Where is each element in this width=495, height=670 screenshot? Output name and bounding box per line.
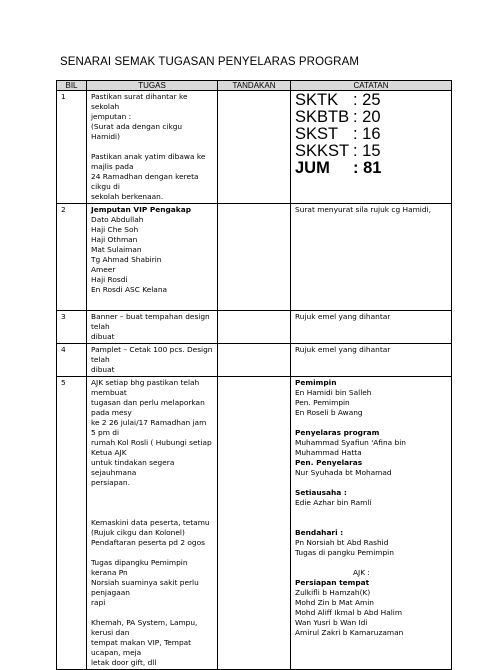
note-cell: Rujuk emel yang dihantar: [291, 344, 452, 377]
vip-name: Haji Rosdi: [91, 275, 128, 284]
table-row: [57, 377, 452, 670]
count-code: SKBTB: [295, 108, 350, 126]
vip-name: Tg Ahmad Shabirin: [91, 255, 162, 264]
count-value: : 25: [353, 91, 381, 109]
table-row: [57, 311, 452, 344]
row-number: 2: [57, 204, 87, 311]
task-line: jemputan :: [91, 112, 132, 121]
role-heading: Pemimpin: [295, 378, 337, 387]
task-line: letak door gift, dll: [91, 658, 157, 667]
check-cell[interactable]: [218, 377, 291, 670]
count-line: [295, 92, 447, 109]
vip-name: Haji Othman: [91, 235, 138, 244]
task-line: (Surat ada dengan cikgu Hamidi): [91, 122, 183, 141]
note-cell: [291, 377, 452, 670]
task-line: Banner – buat tempahan design telah: [91, 312, 210, 331]
count-code: SKKST: [295, 142, 350, 160]
task-cell: [87, 204, 218, 311]
task-line: Kemaskini data peserta, tetamu: [91, 518, 210, 527]
task-line: untuk tindakan segera sejauhmana: [91, 458, 175, 477]
role-heading: Persiapan tempat: [295, 578, 370, 587]
task-line: Khemah, PA System, Lampu, kerusi dan: [91, 618, 198, 637]
role-heading: Bendahari :: [295, 528, 344, 537]
row-number: 3: [57, 311, 87, 344]
role-heading: Penyelaras program: [295, 428, 380, 437]
note-cell: Rujuk emel yang dihantar: [291, 311, 452, 344]
task-line: 24 Ramadhan dengan kereta cikgu di: [91, 172, 199, 191]
header-bil: BIL: [57, 81, 87, 91]
count-value: : 20: [353, 108, 381, 126]
task-line: dibuat: [91, 332, 115, 341]
count-line: [295, 109, 447, 126]
count-code: SKTK: [295, 91, 339, 109]
check-cell[interactable]: [218, 344, 291, 377]
count-value: : 15: [353, 142, 381, 160]
task-line: dibuat: [91, 365, 115, 374]
role-name: Wan Yusri b Wan Idi: [295, 618, 368, 627]
role-name: Mohd Aliff Ikmal b Abd Halim: [295, 608, 403, 617]
task-line: ke 2 26 julai/17 Ramadhan jam 5 pm di: [91, 418, 207, 437]
task-line: rumah Kol Rosli ( Hubungi setiap Ketua AJK: [91, 438, 212, 457]
ajk-label: AJK :: [353, 568, 370, 577]
role-name: Muhammad Hatta: [295, 448, 362, 457]
check-cell[interactable]: [218, 204, 291, 311]
note-cell: Surat menyurat sila rujuk cg Hamidi,: [291, 204, 452, 311]
task-line: Pendaftaran peserta pd 2 ogos: [91, 538, 205, 547]
task-line: Tugas dipangku Pemimpin kerana Pn: [91, 558, 188, 577]
note-cell: [291, 91, 452, 204]
count-line: [295, 143, 447, 160]
task-line: (Rujuk cikgu dan Kolonel): [91, 528, 185, 537]
task-line: AJK setiap bhg pastikan telah membuat: [91, 378, 200, 397]
task-line: Pastikan surat dihantar ke sekolah: [91, 92, 188, 111]
task-line: Norsiah suaminya sakit perlu penjagaan: [91, 578, 199, 597]
task-cell: [87, 311, 218, 344]
row-number: 5: [57, 377, 87, 670]
count-code: JUM: [295, 159, 330, 177]
task-line: rapi: [91, 598, 106, 607]
table-row: [57, 344, 452, 377]
task-cell: [87, 344, 218, 377]
role-name: Pen. Pemimpin: [295, 398, 350, 407]
task-line: Pamplet – Cetak 100 pcs. Design telah: [91, 345, 213, 364]
count-code: SKST: [295, 125, 339, 143]
task-line: persiapan.: [91, 478, 130, 487]
task-cell: [87, 377, 218, 670]
role-name: Nur Syuhada bt Mohamad: [295, 468, 392, 477]
count-line: [295, 126, 447, 143]
count-total-line: [295, 160, 447, 177]
role-name: En Hamidi bin Salleh: [295, 388, 372, 397]
check-cell[interactable]: [218, 311, 291, 344]
vip-name: Mat Sulaiman: [91, 245, 142, 254]
row-number: 4: [57, 344, 87, 377]
check-cell[interactable]: [218, 91, 291, 204]
role-heading: Pen. Penyelaras: [295, 458, 363, 467]
role-name: Mohd Zin b Mat Amin: [295, 598, 374, 607]
role-name: Tugas di pangku Pemimpin: [295, 548, 394, 557]
task-line: tempat makan VIP, Tempat ucapan, meja: [91, 638, 192, 657]
document-title: SENARAI SEMAK TUGASAN PENYELARAS PROGRAM: [60, 56, 360, 68]
header-catatan: CATATAN: [291, 81, 452, 91]
header-tugas: TUGAS: [87, 81, 218, 91]
role-heading: Setiausaha :: [295, 488, 347, 497]
table-row: [57, 91, 452, 204]
task-line: sekolah berkenaan.: [91, 192, 164, 201]
task-line: Pastikan anak yatim dibawa ke majlis pada: [91, 152, 206, 171]
role-name: En Roseli b Awang: [295, 408, 363, 417]
header-tandakan: TANDAKAN: [218, 81, 291, 91]
table-header-row: [57, 81, 452, 91]
role-name: Muhammad Syafiun 'Afina bin: [295, 438, 406, 447]
vip-name: Haji Che Soh: [91, 225, 139, 234]
count-value: : 81: [353, 159, 382, 177]
role-name: Pn Norsiah bt Abd Rashid: [295, 538, 389, 547]
vip-name: Ameer: [91, 265, 116, 274]
table-row: [57, 204, 452, 311]
vip-name: En Rosdi ASC Kelana: [91, 285, 168, 294]
vip-name: Dato Abdullah: [91, 215, 144, 224]
count-value: : 16: [353, 125, 381, 143]
task-cell: [87, 91, 218, 204]
row-number: 1: [57, 91, 87, 204]
role-name: Zulkifli b Hamzah(K): [295, 588, 371, 597]
task-heading: Jemputan VIP Pengakap: [91, 205, 191, 214]
checklist-table: [56, 80, 452, 670]
role-name: Edie Azhar bin Ramli: [295, 498, 372, 507]
role-name: Amirul Zakri b Kamaruzaman: [295, 628, 404, 637]
task-line: tugasan dan perlu melaporkan pada mesy: [91, 398, 205, 417]
